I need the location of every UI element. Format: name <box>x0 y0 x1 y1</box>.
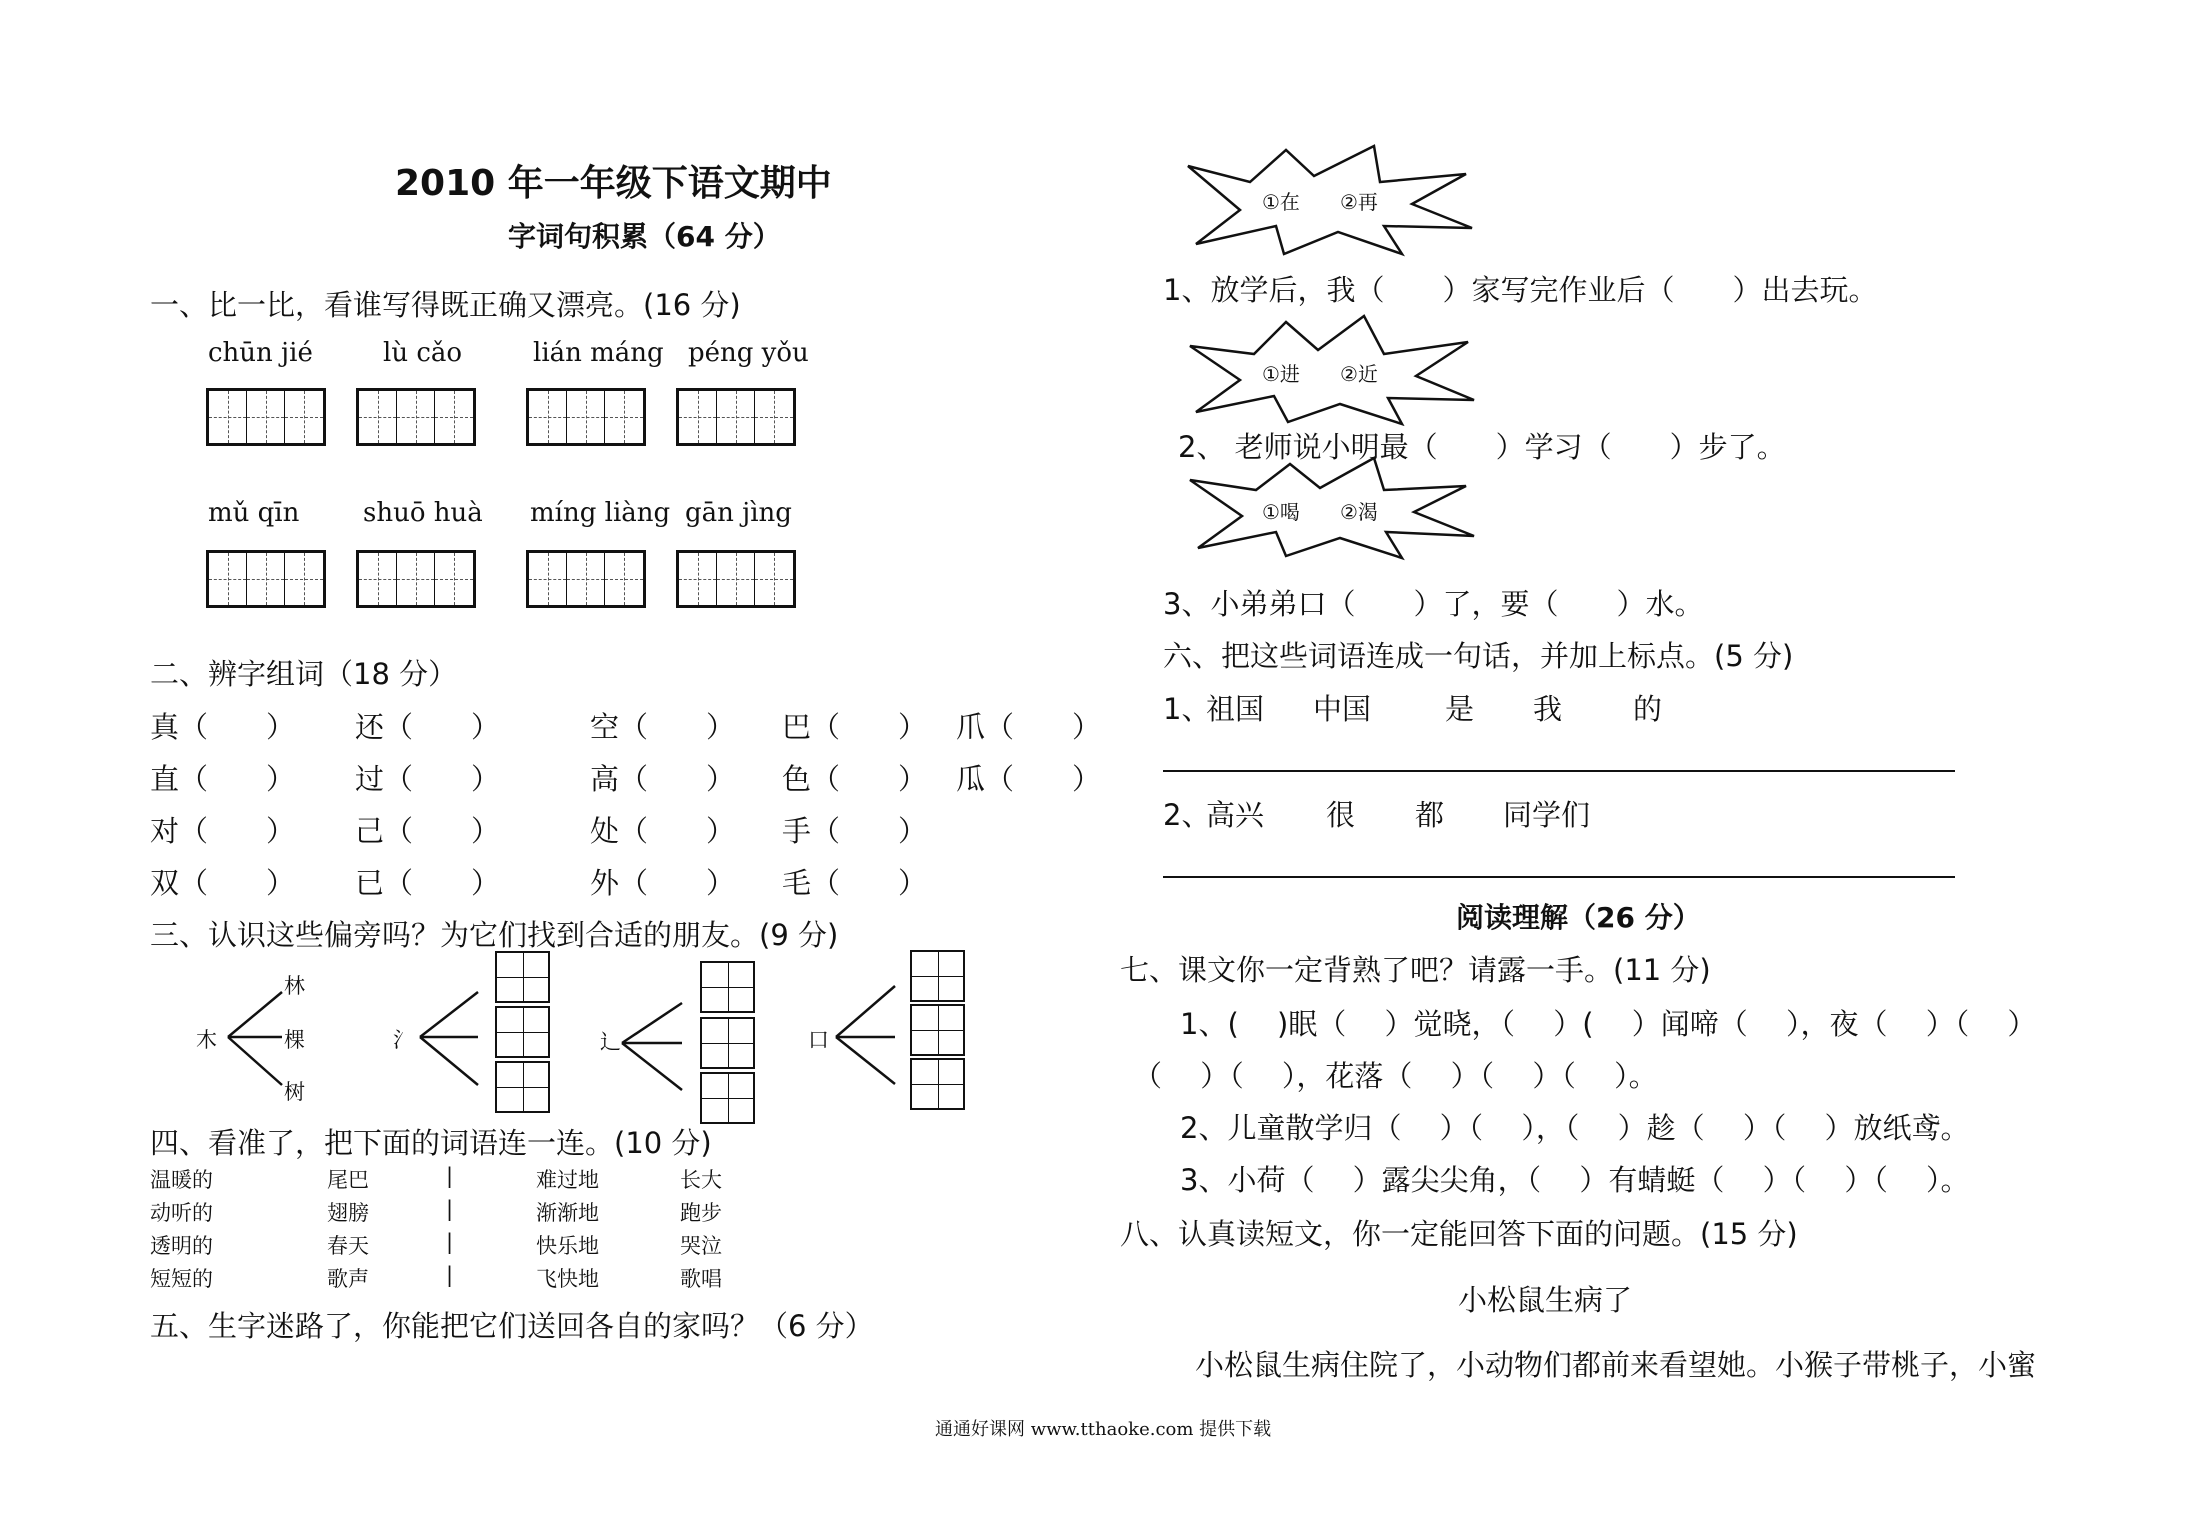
q7-line-2[interactable]: （ ）（ ），花落（ ）（ ）（ ）。 <box>1133 1059 1658 1093</box>
story-title: 小松鼠生病了 <box>1458 1283 1633 1317</box>
writing-grid-7[interactable] <box>526 550 646 608</box>
q5-sentence-3[interactable]: 3、小弟弟口（ ）了，要（ ）水。 <box>1163 587 1704 621</box>
q5-sentence-1[interactable]: 1、放学后，我（ ）家写完作业后（ ）出去玩。 <box>1163 273 1878 307</box>
pinyin-2: lù cǎo <box>383 338 463 368</box>
q2-cell[interactable]: 双（ ） <box>150 866 296 900</box>
mu-word-2: 棵 <box>284 1028 305 1052</box>
match-col3: 难过地 <box>536 1168 599 1192</box>
match-col4: 跑步 <box>680 1201 722 1225</box>
q2-cell[interactable]: 己（ ） <box>355 814 501 848</box>
q5-sentence-2[interactable]: 2、 老师说小明最（ ）学习（ ）步了。 <box>1178 430 1786 464</box>
q2-cell[interactable]: 真（ ） <box>150 710 296 744</box>
star3-choice-b: ②渴 <box>1340 500 1378 524</box>
answer-box[interactable] <box>700 1017 755 1069</box>
match-col4: 长大 <box>680 1168 722 1192</box>
star1-choice-a: ①在 <box>1262 190 1300 214</box>
radical-kou: 口 <box>808 1028 829 1052</box>
answer-box[interactable] <box>495 1006 550 1058</box>
q6-num-1: 1、 <box>1163 692 1211 726</box>
match-col2: 尾巴 <box>327 1168 369 1192</box>
match-col1: 温暖的 <box>150 1168 213 1192</box>
q6-word: 中国 <box>1313 692 1372 726</box>
q2-cell[interactable]: 空（ ） <box>590 710 736 744</box>
q2-cell[interactable]: 对（ ） <box>150 814 296 848</box>
radical-chuo: 辶 <box>600 1030 621 1054</box>
writing-grid-8[interactable] <box>676 550 796 608</box>
q2-cell[interactable]: 外（ ） <box>590 866 736 900</box>
writing-grid-2[interactable] <box>356 388 476 446</box>
match-col1: 透明的 <box>150 1234 213 1258</box>
q7-line-3[interactable]: 2、儿童散学归（ ）（ ），（ ）趁（ ）（ ）放纸鸢。 <box>1180 1111 1970 1145</box>
writing-grid-5[interactable] <box>206 550 326 608</box>
match-col1: 动听的 <box>150 1201 213 1225</box>
q6-word: 是 <box>1445 692 1475 726</box>
q7-heading: 七、课文你一定背熟了吧？请露一手。(11 分) <box>1120 953 1711 987</box>
star2-choice-a: ①进 <box>1262 362 1300 386</box>
answer-box[interactable] <box>495 951 550 1003</box>
q2-cell[interactable]: 爪（ ） <box>956 710 1102 744</box>
q2-cell[interactable]: 处（ ） <box>590 814 736 848</box>
q6-word: 都 <box>1415 798 1445 832</box>
q2-cell[interactable]: 手（ ） <box>782 814 928 848</box>
starburst-3 <box>1190 458 1474 558</box>
page-title: 2010 年一年级下语文期中 <box>395 163 832 204</box>
pinyin-8: gān jìng <box>685 498 792 528</box>
q6-word: 很 <box>1326 798 1356 832</box>
match-col2: 春天 <box>327 1234 369 1258</box>
match-col3: 快乐地 <box>536 1234 599 1258</box>
answer-box[interactable] <box>700 961 755 1013</box>
q6-word: 祖国 <box>1206 692 1265 726</box>
q1-heading: 一、比一比，看谁写得既正确又漂亮。(16 分) <box>150 288 741 322</box>
match-separator: | <box>446 1164 454 1188</box>
answer-box[interactable] <box>910 950 965 1002</box>
q6-word: 的 <box>1633 692 1663 726</box>
reading-section-title: 阅读理解（26 分） <box>1456 901 1701 934</box>
footer-credit: 通通好课网 www.tthaoke.com 提供下载 <box>935 1419 1272 1440</box>
match-separator: | <box>446 1230 454 1254</box>
radical-mu: 木 <box>196 1028 217 1052</box>
writing-grid-1[interactable] <box>206 388 326 446</box>
q2-cell[interactable]: 毛（ ） <box>782 866 928 900</box>
pinyin-6: shuō huà <box>363 498 483 528</box>
writing-grid-4[interactable] <box>676 388 796 446</box>
q2-heading: 二、辨字组词（18 分） <box>150 657 458 691</box>
q7-line-1[interactable]: 1、( )眠（ ）觉晓，（ ）( ）闻啼（ ），夜（ ）（ ） <box>1180 1007 2037 1041</box>
match-col4: 歌唱 <box>680 1267 722 1291</box>
q6-word: 高兴 <box>1206 798 1265 832</box>
answer-box[interactable] <box>495 1061 550 1113</box>
starburst-2 <box>1190 316 1474 424</box>
writing-grid-3[interactable] <box>526 388 646 446</box>
match-col3: 渐渐地 <box>536 1201 599 1225</box>
q2-cell[interactable]: 瓜（ ） <box>956 762 1102 796</box>
q7-line-4[interactable]: 3、小荷（ ）露尖尖角，（ ）有蜻蜓（ ）（ ）（ ）。 <box>1180 1163 1970 1197</box>
match-separator: | <box>446 1197 454 1221</box>
q2-cell[interactable]: 色（ ） <box>782 762 928 796</box>
mu-word-1: 林 <box>284 974 305 998</box>
star2-choice-b: ②近 <box>1340 362 1378 386</box>
answer-box[interactable] <box>700 1072 755 1124</box>
star3-choice-a: ①喝 <box>1262 500 1300 524</box>
match-separator: | <box>446 1263 454 1287</box>
q2-cell[interactable]: 高（ ） <box>590 762 736 796</box>
q2-cell[interactable]: 过（ ） <box>355 762 501 796</box>
match-col2: 翅膀 <box>327 1201 369 1225</box>
page-subtitle: 字词句积累（64 分） <box>508 220 781 253</box>
pinyin-1: chūn jié <box>208 338 313 368</box>
starburst-1 <box>1188 146 1472 254</box>
q6-num-2: 2、 <box>1163 798 1211 832</box>
mu-word-3: 树 <box>284 1080 305 1104</box>
q6-word: 我 <box>1533 692 1563 726</box>
q2-cell[interactable]: 直（ ） <box>150 762 296 796</box>
story-paragraph: 小松鼠生病住院了，小动物们都前来看望她。小猴子带桃子，小蜜 <box>1195 1348 2037 1382</box>
pinyin-7: míng liàng <box>530 498 671 528</box>
match-col3: 飞快地 <box>536 1267 599 1291</box>
pinyin-4: péng yǒu <box>688 338 809 368</box>
star1-choice-b: ②再 <box>1340 190 1378 214</box>
q4-heading: 四、看准了，把下面的词语连一连。(10 分) <box>150 1126 712 1160</box>
pinyin-5: mǔ qīn <box>208 498 300 528</box>
writing-grid-6[interactable] <box>356 550 476 608</box>
answer-box[interactable] <box>910 1004 965 1056</box>
match-col4: 哭泣 <box>680 1234 722 1258</box>
q2-cell[interactable]: 巴（ ） <box>782 710 928 744</box>
q6-word: 同学们 <box>1503 798 1591 832</box>
q8-heading: 八、认真读短文，你一定能回答下面的问题。(15 分) <box>1120 1217 1798 1251</box>
match-col1: 短短的 <box>150 1267 213 1291</box>
q5-heading: 五、生字迷路了，你能把它们送回各自的家吗？（6 分） <box>150 1309 874 1343</box>
q6-heading: 六、把这些词语连成一句话，并加上标点。(5 分) <box>1163 639 1794 673</box>
answer-line-2[interactable] <box>1163 876 1955 878</box>
q3-heading: 三、认识这些偏旁吗？为它们找到合适的朋友。(9 分) <box>150 918 839 952</box>
pinyin-3: lián máng <box>533 338 664 368</box>
radical-shui: 氵 <box>393 1028 414 1052</box>
answer-line-1[interactable] <box>1163 770 1955 772</box>
q2-cell[interactable]: 已（ ） <box>355 866 501 900</box>
q2-cell[interactable]: 还（ ） <box>355 710 501 744</box>
answer-box[interactable] <box>910 1058 965 1110</box>
match-col2: 歌声 <box>327 1267 369 1291</box>
